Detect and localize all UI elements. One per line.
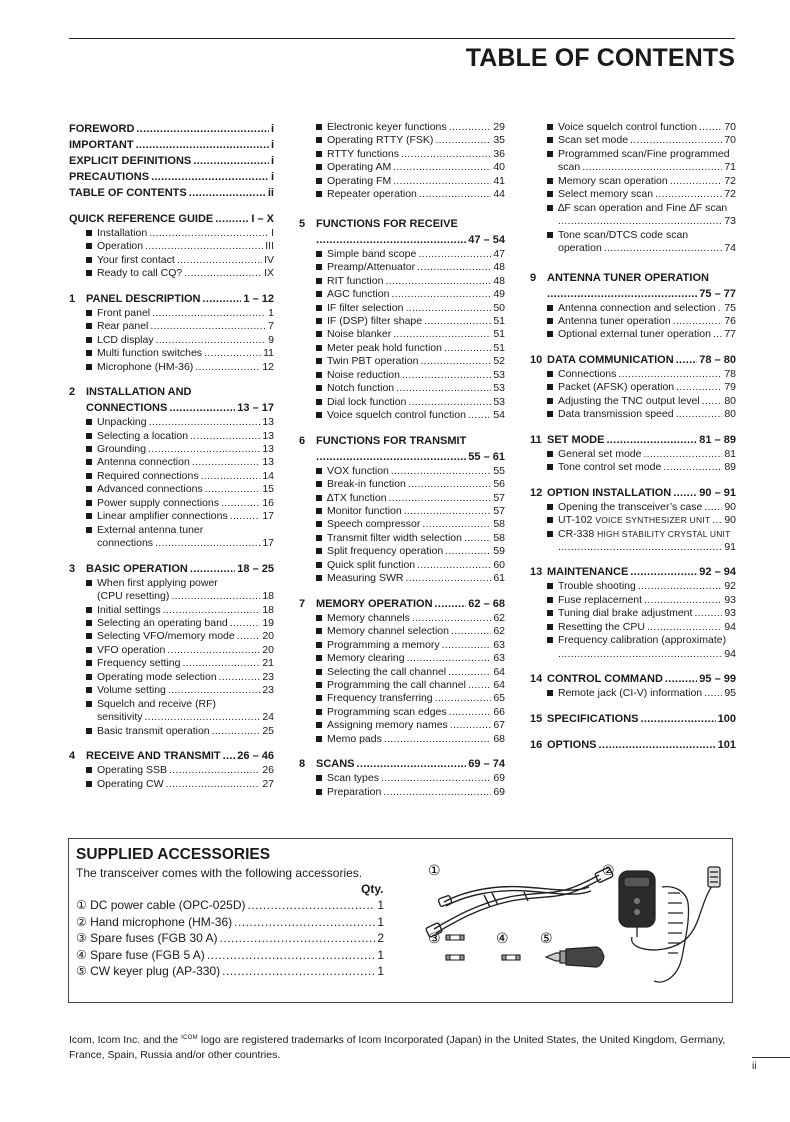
toc-item[interactable]: RIT function ..... 48 — [316, 275, 505, 288]
square-bullet-icon — [316, 275, 327, 288]
square-bullet-icon — [316, 134, 327, 147]
square-bullet-icon — [547, 634, 558, 661]
square-bullet-icon — [547, 687, 558, 700]
square-bullet-icon — [316, 396, 327, 409]
toc-column-1 — [69, 121, 274, 791]
toc-item[interactable]: Memory channels ..... 62 — [316, 612, 505, 625]
square-bullet-icon — [316, 148, 327, 161]
toc-subitems — [530, 302, 736, 342]
toc-subitems — [69, 227, 274, 281]
square-bullet-icon — [316, 175, 327, 188]
toc-section-heading[interactable]: 8 SCANS ..... 69 – 74 — [299, 756, 505, 772]
square-bullet-icon — [86, 684, 97, 697]
square-bullet-icon — [316, 505, 327, 518]
toc-item[interactable]: Split frequency operation ..... 59 — [316, 545, 505, 558]
square-bullet-icon — [547, 395, 558, 408]
square-bullet-icon — [316, 328, 327, 341]
toc-item[interactable]: Memory clearing ..... 63 — [316, 652, 505, 665]
square-bullet-icon — [547, 175, 558, 188]
toc-section-heading[interactable]: 14 CONTROL COMMAND ..... 95 – 99 — [530, 671, 736, 687]
toc-item[interactable]: Packet (AFSK) operation ..... 79 — [547, 381, 736, 394]
square-bullet-icon — [547, 134, 558, 147]
callout-2: ② — [602, 863, 615, 879]
toc-section-heading[interactable]: 5 FUNCTIONS FOR RECEIVE ..... 47 – 54 — [299, 216, 505, 248]
toc-item[interactable]: Memory scan operation ..... 72 — [547, 175, 736, 188]
toc-item[interactable]: ∆TX function ..... 57 — [316, 492, 505, 505]
toc-item[interactable]: Basic transmit operation ..... 25 — [86, 725, 274, 738]
toc-item[interactable]: CR-338 HIGH STABILITY CRYSTAL UNIT ..... 91 — [547, 528, 736, 555]
square-bullet-icon — [86, 764, 97, 777]
square-bullet-icon — [547, 148, 558, 175]
square-bullet-icon — [547, 501, 558, 514]
toc-item[interactable]: Operating SSB ..... 26 — [86, 764, 274, 777]
toc-section-heading[interactable]: 4 RECEIVE AND TRANSMIT ..... 26 – 46 — [69, 748, 274, 764]
toc-subitems — [530, 121, 736, 256]
square-bullet-icon — [86, 617, 97, 630]
square-bullet-icon — [316, 409, 327, 422]
toc-item[interactable]: Scan set mode ..... 70 — [547, 134, 736, 147]
square-bullet-icon — [547, 448, 558, 461]
toc-item[interactable]: Selecting the call channel ..... 64 — [316, 666, 505, 679]
square-bullet-icon — [86, 604, 97, 617]
toc-item[interactable]: Adjusting the TNC output level ..... 80 — [547, 395, 736, 408]
toc-item[interactable]: Programmed scan/Fine programmed scan ..... 71 — [547, 148, 736, 175]
square-bullet-icon — [316, 261, 327, 274]
square-bullet-icon — [316, 369, 327, 382]
toc-column-3 — [530, 121, 736, 753]
toc-subitems — [299, 465, 505, 586]
square-bullet-icon — [547, 188, 558, 201]
toc-item[interactable]: Data transmission speed ..... 80 — [547, 408, 736, 421]
toc-item[interactable]: Antenna connection and selection ..... 75 — [547, 302, 736, 315]
toc-item[interactable]: Preparation ..... 69 — [316, 786, 505, 799]
toc-item[interactable]: Quick split function ..... 60 — [316, 559, 505, 572]
toc-item[interactable]: Selecting an operating band ..... 19 — [86, 617, 274, 630]
toc-item[interactable]: Scan types ..... 69 — [316, 772, 505, 785]
toc-entry[interactable]: IMPORTANT ..... i — [69, 137, 274, 153]
square-bullet-icon — [547, 461, 558, 474]
toc-subitems — [530, 580, 736, 661]
toc-subitems — [69, 307, 274, 374]
toc-item[interactable]: Tuning dial brake adjustment ..... 93 — [547, 607, 736, 620]
square-bullet-icon — [86, 456, 97, 469]
toc-item[interactable]: VFO operation ..... 20 — [86, 644, 274, 657]
accessories-illustration — [424, 857, 724, 997]
callout-3: ③ — [428, 931, 441, 947]
page-number: ii — [752, 1061, 757, 1072]
page-title: TABLE OF CONTENTS — [465, 44, 735, 72]
toc-item[interactable]: Voice squelch control function ..... 70 — [547, 121, 736, 134]
toc-item[interactable]: LCD display ..... 9 — [86, 334, 274, 347]
toc-item[interactable]: Unpacking ..... 13 — [86, 416, 274, 429]
square-bullet-icon — [86, 254, 97, 267]
square-bullet-icon — [86, 497, 97, 510]
square-bullet-icon — [86, 644, 97, 657]
toc-item[interactable]: Frequency setting ..... 21 — [86, 657, 274, 670]
toc-item[interactable]: Operating RTTY (FSK) ..... 35 — [316, 134, 505, 147]
toc-subitems — [530, 368, 736, 422]
square-bullet-icon — [547, 514, 558, 527]
square-bullet-icon — [86, 307, 97, 320]
square-bullet-icon — [547, 528, 558, 555]
toc-section-heading[interactable]: 7 MEMORY OPERATION ..... 62 – 68 — [299, 596, 505, 612]
accessory-item: ⑤ CW keyer plug (AP-330) ..... 1 — [76, 963, 384, 980]
square-bullet-icon — [316, 786, 327, 799]
accessories-list — [76, 897, 384, 980]
toc-item[interactable]: Transmit filter width selection ..... 58 — [316, 532, 505, 545]
toc-item[interactable]: Meter peak hold function ..... 51 — [316, 342, 505, 355]
square-bullet-icon — [316, 559, 327, 572]
square-bullet-icon — [547, 594, 558, 607]
callout-1: ① — [428, 863, 441, 879]
toc-item[interactable]: Measuring SWR ..... 61 — [316, 572, 505, 585]
toc-item[interactable]: Noise blanker ..... 51 — [316, 328, 505, 341]
toc-item[interactable]: RTTY functions ..... 36 — [316, 148, 505, 161]
toc-subitems — [530, 687, 736, 700]
toc-item[interactable]: Linear amplifier connections ..... 17 — [86, 510, 274, 523]
square-bullet-icon — [86, 483, 97, 496]
toc-item[interactable]: Multi function switches ..... 11 — [86, 347, 274, 360]
toc-subitems — [299, 248, 505, 423]
spare-fuse-30a-icon — [446, 935, 464, 960]
toc-item[interactable]: Required connections ..... 14 — [86, 470, 274, 483]
toc-item[interactable]: Resetting the CPU ..... 94 — [547, 621, 736, 634]
toc-entry[interactable]: FOREWORD ..... i — [69, 121, 274, 137]
toc-item[interactable]: Preamp/Attenuator ..... 48 — [316, 261, 505, 274]
square-bullet-icon — [547, 302, 558, 315]
square-bullet-icon — [547, 229, 558, 256]
toc-item[interactable]: Connections ..... 78 — [547, 368, 736, 381]
square-bullet-icon — [316, 679, 327, 692]
toc-item[interactable]: Frequency calibration (approximate) ..... 94 — [547, 634, 736, 661]
square-bullet-icon — [316, 248, 327, 261]
square-bullet-icon — [316, 572, 327, 585]
toc-item[interactable]: ∆F scan operation and Fine ∆F scan ..... 73 — [547, 202, 736, 229]
top-rule — [69, 38, 735, 39]
square-bullet-icon — [86, 577, 97, 604]
toc-subitems — [299, 612, 505, 747]
toc-item[interactable]: Ready to call CQ? ..... IX — [86, 267, 274, 280]
toc-item[interactable]: Notch function ..... 53 — [316, 382, 505, 395]
toc-item[interactable]: Voice squelch control function ..... 54 — [316, 409, 505, 422]
toc-item[interactable]: General set mode ..... 81 — [547, 448, 736, 461]
square-bullet-icon — [316, 355, 327, 368]
toc-item[interactable]: Tone scan/DTCS code scan operation ..... 74 — [547, 229, 736, 256]
toc-section-heading[interactable]: 6 FUNCTIONS FOR TRANSMIT ..... 55 – 61 — [299, 433, 505, 465]
square-bullet-icon — [86, 430, 97, 443]
square-bullet-icon — [547, 607, 558, 620]
square-bullet-icon — [86, 470, 97, 483]
square-bullet-icon — [86, 671, 97, 684]
square-bullet-icon — [316, 639, 327, 652]
toc-item[interactable]: Your first contact ..... IV — [86, 254, 274, 267]
toc-item[interactable]: Tone control set mode ..... 89 — [547, 461, 736, 474]
square-bullet-icon — [316, 288, 327, 301]
square-bullet-icon — [86, 524, 97, 551]
square-bullet-icon — [86, 657, 97, 670]
square-bullet-icon — [547, 328, 558, 341]
toc-item[interactable]: Select memory scan ..... 72 — [547, 188, 736, 201]
cw-keyer-plug-icon — [546, 947, 604, 967]
toc-section-heading[interactable]: 2 INSTALLATION AND CONNECTIONS ..... 13 – 17 — [69, 384, 274, 416]
toc-item[interactable]: Volume setting ..... 23 — [86, 684, 274, 697]
square-bullet-icon — [316, 188, 327, 201]
toc-item[interactable]: Noise reduction ..... 53 — [316, 369, 505, 382]
toc-section-heading[interactable]: 1 PANEL DESCRIPTION ..... 1 – 12 — [69, 291, 274, 307]
toc-item[interactable]: Grounding ..... 13 — [86, 443, 274, 456]
toc-item[interactable]: Installation ..... I — [86, 227, 274, 240]
toc-section-heading[interactable]: 11 SET MODE ..... 81 – 89 — [530, 432, 736, 448]
square-bullet-icon — [316, 492, 327, 505]
toc-section-heading[interactable]: 12 OPTION INSTALLATION ..... 90 – 91 — [530, 485, 736, 501]
square-bullet-icon — [547, 621, 558, 634]
toc-item[interactable]: VOX function ..... 55 — [316, 465, 505, 478]
toc-item[interactable]: Operating CW ..... 27 — [86, 778, 274, 791]
toc-item[interactable]: Opening the transceiver’s case ..... 90 — [547, 501, 736, 514]
toc-item[interactable]: Memory channel selection ..... 62 — [316, 625, 505, 638]
toc-column-2 — [299, 121, 505, 799]
toc-subitems — [299, 772, 505, 799]
toc-item[interactable]: IF (DSP) filter shape ..... 51 — [316, 315, 505, 328]
toc-subitems — [69, 416, 274, 551]
square-bullet-icon — [316, 478, 327, 491]
square-bullet-icon — [547, 368, 558, 381]
toc-item[interactable]: Assigning memory names ..... 67 — [316, 719, 505, 732]
square-bullet-icon — [547, 315, 558, 328]
accessory-item: ④ Spare fuse (FGB 5 A) ..... 1 — [76, 947, 384, 964]
trademark-notice: Icom, Icom Inc. and the ICOM logo are registered trademarks of Icom Incorporated (Japan) in the United States, the United Kingdom, Germany, France, Spain, Russia and/or other countries. — [69, 1034, 726, 1061]
toc-item[interactable]: Remote jack (CI-V) information ..... 95 — [547, 687, 736, 700]
square-bullet-icon — [316, 465, 327, 478]
square-bullet-icon — [86, 361, 97, 374]
toc-subitems — [530, 501, 736, 555]
toc-subitems — [69, 577, 274, 738]
toc-entry[interactable]: EXPLICIT DEFINITIONS ..... i — [69, 153, 274, 169]
square-bullet-icon — [86, 416, 97, 429]
toc-item[interactable]: External antenna tuner connections ..... 17 — [86, 524, 274, 551]
square-bullet-icon — [316, 382, 327, 395]
square-bullet-icon — [86, 267, 97, 280]
toc-item[interactable]: Power supply connections ..... 16 — [86, 497, 274, 510]
toc-item[interactable]: Memo pads ..... 68 — [316, 733, 505, 746]
toc-item[interactable]: Selecting VFO/memory mode ..... 20 — [86, 630, 274, 643]
square-bullet-icon — [316, 719, 327, 732]
square-bullet-icon — [86, 778, 97, 791]
square-bullet-icon — [86, 725, 97, 738]
toc-entry[interactable]: PRECAUTIONS ..... i — [69, 169, 274, 185]
square-bullet-icon — [316, 733, 327, 746]
toc-item[interactable]: Repeater operation ..... 44 — [316, 188, 505, 201]
square-bullet-icon — [86, 510, 97, 523]
square-bullet-icon — [316, 342, 327, 355]
square-bullet-icon — [86, 347, 97, 360]
square-bullet-icon — [316, 518, 327, 531]
square-bullet-icon — [86, 240, 97, 253]
accessory-item: ③ Spare fuses (FGB 30 A) ..... 2 — [76, 930, 384, 947]
toc-section-heading[interactable]: 10 DATA COMMUNICATION ..... 78 – 80 — [530, 352, 736, 368]
toc-item[interactable]: Electronic keyer functions ..... 29 — [316, 121, 505, 134]
toc-item[interactable]: Twin PBT operation ..... 52 — [316, 355, 505, 368]
toc-subitems — [69, 764, 274, 791]
accessory-item: ② Hand microphone (HM-36) ..... 1 — [76, 914, 384, 931]
toc-item[interactable]: Optional external tuner operation ..... 77 — [547, 328, 736, 341]
toc-item[interactable]: Programming a memory ..... 63 — [316, 639, 505, 652]
toc-item[interactable]: Break-in function ..... 56 — [316, 478, 505, 491]
toc-item[interactable]: Advanced connections ..... 15 — [86, 483, 274, 496]
toc-item[interactable]: Antenna connection ..... 13 — [86, 456, 274, 469]
toc-item[interactable]: When first applying power (CPU resetting) ..... 18 — [86, 577, 274, 604]
supplied-accessories-box — [68, 838, 733, 1003]
toc-subitems — [299, 121, 505, 202]
accessories-qty-header: Qty. — [361, 882, 384, 896]
toc-item[interactable]: Simple band scope ..... 47 — [316, 248, 505, 261]
toc-item[interactable]: Rear panel ..... 7 — [86, 320, 274, 333]
hand-microphone-icon — [619, 867, 720, 982]
toc-entry[interactable]: TABLE OF CONTENTS ..... ii — [69, 185, 274, 201]
square-bullet-icon — [316, 666, 327, 679]
dc-power-cable-icon — [426, 867, 614, 937]
toc-section-heading[interactable]: 3 BASIC OPERATION ..... 18 – 25 — [69, 561, 274, 577]
toc-item[interactable]: Front panel ..... 1 — [86, 307, 274, 320]
toc-item[interactable]: Operating AM ..... 40 — [316, 161, 505, 174]
square-bullet-icon — [86, 334, 97, 347]
toc-item[interactable]: Squelch and receive (RF) sensitivity ..... 24 — [86, 698, 274, 725]
accessories-title: SUPPLIED ACCESSORIES — [76, 846, 271, 863]
toc-item[interactable]: Initial settings ..... 18 — [86, 604, 274, 617]
toc-item[interactable]: UT-102 VOICE SYNTHESIZER UNIT ..... 90 — [547, 514, 736, 527]
accessory-item: ① DC power cable (OPC-025D) ..... 1 — [76, 897, 384, 914]
toc-item[interactable]: Operating FM ..... 41 — [316, 175, 505, 188]
toc-section-heading[interactable]: 13 MAINTENANCE ..... 92 – 94 — [530, 564, 736, 580]
callout-5: ⑤ — [540, 931, 553, 947]
square-bullet-icon — [86, 630, 97, 643]
toc-item[interactable]: Selecting a location ..... 13 — [86, 430, 274, 443]
square-bullet-icon — [86, 698, 97, 725]
toc-item[interactable]: Dial lock function ..... 53 — [316, 396, 505, 409]
square-bullet-icon — [316, 161, 327, 174]
square-bullet-icon — [547, 202, 558, 229]
toc-section-heading[interactable]: 15 SPECIFICATIONS ..... 100 — [530, 711, 736, 727]
square-bullet-icon — [316, 612, 327, 625]
square-bullet-icon — [316, 315, 327, 328]
toc-item[interactable]: Operation ..... III — [86, 240, 274, 253]
square-bullet-icon — [86, 320, 97, 333]
square-bullet-icon — [316, 121, 327, 134]
toc-item[interactable]: Speech compressor ..... 58 — [316, 518, 505, 531]
toc-section-heading[interactable]: QUICK REFERENCE GUIDE ..... I – X — [69, 211, 274, 227]
toc-item[interactable]: Monitor function ..... 57 — [316, 505, 505, 518]
footer-rule — [752, 1057, 790, 1058]
square-bullet-icon — [316, 545, 327, 558]
square-bullet-icon — [547, 121, 558, 134]
square-bullet-icon — [316, 772, 327, 785]
square-bullet-icon — [86, 443, 97, 456]
toc-item[interactable]: Microphone (HM-36) ..... 12 — [86, 361, 274, 374]
toc-item[interactable]: IF filter selection ..... 50 — [316, 302, 505, 315]
toc-item[interactable]: Programming the call channel ..... 64 — [316, 679, 505, 692]
callout-4: ④ — [496, 931, 509, 947]
square-bullet-icon — [316, 625, 327, 638]
toc-item[interactable]: Operating mode selection ..... 23 — [86, 671, 274, 684]
square-bullet-icon — [316, 652, 327, 665]
toc-subitems — [530, 448, 736, 475]
toc-item[interactable]: Programming scan edges ..... 66 — [316, 706, 505, 719]
square-bullet-icon — [547, 381, 558, 394]
square-bullet-icon — [316, 692, 327, 705]
square-bullet-icon — [316, 302, 327, 315]
spare-fuse-5a-icon — [502, 955, 520, 960]
square-bullet-icon — [316, 706, 327, 719]
toc-item[interactable]: Frequency transferring ..... 65 — [316, 692, 505, 705]
accessories-intro: The transceiver comes with the following accessories. — [76, 866, 363, 880]
toc-section-heading[interactable]: 9 ANTENNA TUNER OPERATION ..... 75 – 77 — [530, 270, 736, 302]
toc-item[interactable]: Antenna tuner operation ..... 76 — [547, 315, 736, 328]
square-bullet-icon — [547, 580, 558, 593]
toc-item[interactable]: AGC function ..... 49 — [316, 288, 505, 301]
toc-section-heading[interactable]: 16 OPTIONS ..... 101 — [530, 737, 736, 753]
square-bullet-icon — [547, 408, 558, 421]
toc-item[interactable]: Fuse replacement ..... 93 — [547, 594, 736, 607]
square-bullet-icon — [316, 532, 327, 545]
square-bullet-icon — [86, 227, 97, 240]
icom-logo-icon: ICOM — [181, 1035, 198, 1041]
toc-item[interactable]: Trouble shooting ..... 92 — [547, 580, 736, 593]
